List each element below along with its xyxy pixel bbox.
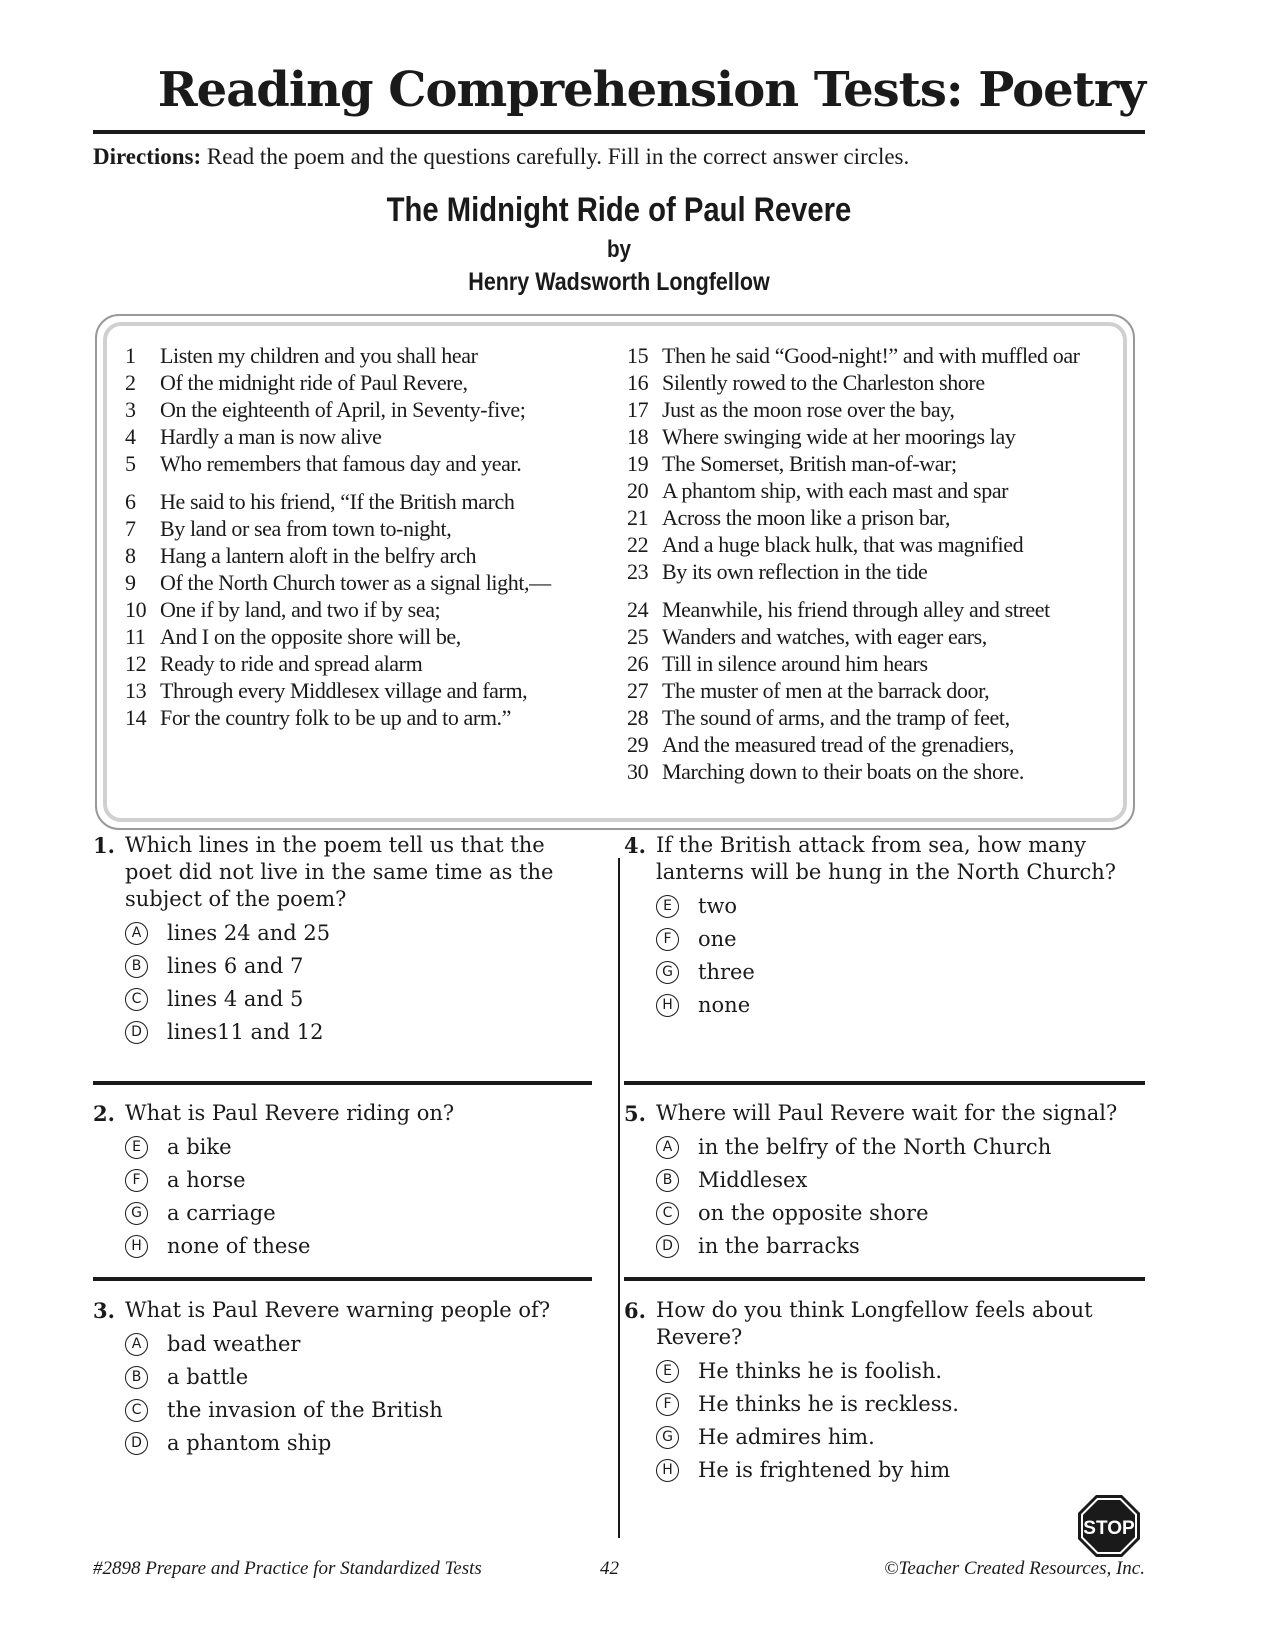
question-2 <box>93 1100 583 1263</box>
answer-option[interactable] <box>125 1361 583 1394</box>
answer-text: on the opposite shore <box>698 1201 929 1225</box>
poem-line <box>627 423 1117 450</box>
poem-line-number: 23 <box>627 559 649 584</box>
answer-bubble[interactable]: F <box>656 1393 679 1416</box>
answer-options <box>624 890 1124 1022</box>
answer-bubble[interactable]: H <box>656 994 679 1017</box>
answer-bubble[interactable]: G <box>125 1202 148 1225</box>
poem-line <box>627 623 1117 650</box>
poem-line-number: 18 <box>627 424 649 449</box>
poem-line-number: 19 <box>627 451 649 476</box>
poem-author: Henry Wadsworth Longfellow <box>468 268 770 296</box>
answer-text: in the belfry of the North Church <box>698 1135 1052 1159</box>
poem-line-number: 15 <box>627 343 649 368</box>
answer-text: Middlesex <box>698 1168 808 1192</box>
answer-text: lines11 and 12 <box>167 1020 324 1044</box>
question-number: 6. <box>624 1298 646 1323</box>
poem-line-text: Across the moon like a prison bar, <box>662 505 950 530</box>
question-text: If the British attack from sea, how many lanterns will be hung in the North Church? <box>656 833 1117 884</box>
question-3 <box>93 1297 583 1460</box>
poem-line-number: 22 <box>627 532 649 557</box>
footer-copyright: ©Teacher Created Resources, Inc. <box>884 1558 1145 1579</box>
footer-book-title: #2898 Prepare and Practice for Standardized Tests <box>93 1558 482 1579</box>
answer-option[interactable] <box>125 917 583 950</box>
poem-line <box>125 569 595 596</box>
question-divider <box>624 1081 1145 1085</box>
poem-title: The Midnight Ride of Paul Revere <box>386 191 852 229</box>
directions-label: Directions: <box>93 144 202 169</box>
answer-option[interactable] <box>656 956 1124 989</box>
poem-line <box>627 758 1117 785</box>
answer-option[interactable] <box>656 1197 1124 1230</box>
answer-text: He thinks he is reckless. <box>698 1392 959 1416</box>
poem-line <box>627 342 1117 369</box>
question-number: 1. <box>93 833 115 858</box>
question-divider <box>93 1081 592 1085</box>
answer-text: a carriage <box>167 1201 276 1225</box>
answer-text: the invasion of the British <box>167 1398 443 1422</box>
answer-text: one <box>698 927 737 951</box>
answer-bubble[interactable]: D <box>125 1432 148 1455</box>
directions-text: Read the poem and the questions carefully. Fill in the correct answer circles. <box>201 144 910 169</box>
answer-text: He thinks he is foolish. <box>698 1359 943 1383</box>
poem-line-text: He said to his friend, “If the British march <box>160 489 515 514</box>
stop-sign-text: STOP <box>1083 1518 1135 1539</box>
poem-line-number: 27 <box>627 678 649 703</box>
question-text: What is Paul Revere riding on? <box>125 1101 455 1125</box>
answer-option[interactable] <box>656 1421 1124 1454</box>
answer-text: a phantom ship <box>167 1431 332 1455</box>
poem-line-text: And a huge black hulk, that was magnified <box>662 532 1024 557</box>
question-text: How do you think Longfellow feels about Revere? <box>656 1298 1093 1349</box>
poem-line-text: Till in silence around him hears <box>662 651 928 676</box>
poem-line-number: 12 <box>125 651 147 676</box>
poem-line <box>125 450 595 477</box>
answer-text: lines 4 and 5 <box>167 987 304 1011</box>
answer-text: three <box>698 960 755 984</box>
poem-line-text: Then he said “Good-night!” and with muffled oar <box>662 343 1080 368</box>
poem-line-text: Wanders and watches, with eager ears, <box>662 624 987 649</box>
question-prompt <box>624 1297 1124 1351</box>
answer-option[interactable] <box>656 1230 1124 1263</box>
answer-bubble[interactable]: E <box>656 1360 679 1383</box>
poem-column-right <box>627 342 1117 785</box>
answer-option[interactable] <box>656 923 1124 956</box>
poem-by: by <box>606 236 632 263</box>
question-text: What is Paul Revere warning people of? <box>125 1298 551 1322</box>
answer-bubble[interactable]: H <box>125 1235 148 1258</box>
poem-line-text: The sound of arms, and the tramp of feet, <box>662 705 1010 730</box>
poem-line <box>627 531 1117 558</box>
poem-line-number: 2 <box>125 370 136 395</box>
answer-options <box>93 1328 583 1460</box>
poem-line-number: 20 <box>627 478 649 503</box>
poem-line <box>627 731 1117 758</box>
answer-text: lines 6 and 7 <box>167 954 304 978</box>
answer-bubble[interactable]: G <box>656 1426 679 1449</box>
answer-bubble[interactable]: F <box>125 1169 148 1192</box>
answer-option[interactable] <box>656 1454 1124 1487</box>
poem-line-text: Hardly a man is now alive <box>160 424 382 449</box>
poem-line-text: On the eighteenth of April, in Seventy-five; <box>160 397 526 422</box>
poem-line-text: Marching down to their boats on the shore. <box>662 759 1025 784</box>
poem-line-text: The Somerset, British man-of-war; <box>662 451 957 476</box>
answer-bubble[interactable]: G <box>656 961 679 984</box>
answer-text: a battle <box>167 1365 249 1389</box>
poem-line-number: 4 <box>125 424 136 449</box>
question-divider <box>93 1277 592 1281</box>
poem-line-number: 7 <box>125 516 136 541</box>
poem-line <box>125 704 595 731</box>
answer-text: none of these <box>167 1234 311 1258</box>
poem-line <box>125 677 595 704</box>
poem-line-text: For the country folk to be up and to arm.” <box>160 705 512 730</box>
poem-line-number: 25 <box>627 624 649 649</box>
question-number: 2. <box>93 1101 115 1126</box>
answer-option[interactable] <box>125 1164 583 1197</box>
answer-bubble[interactable]: B <box>125 955 148 978</box>
poem-line <box>627 477 1117 504</box>
poem-line-text: By its own reflection in the tide <box>662 559 928 584</box>
poem-line-number: 29 <box>627 732 649 757</box>
poem-line-text: And the measured tread of the grenadiers, <box>662 732 1014 757</box>
question-text: Which lines in the poem tell us that the poet did not live in the same time as the subject of the poem? <box>125 833 554 911</box>
poem-line-number: 8 <box>125 543 136 568</box>
poem-line <box>125 542 595 569</box>
question-number: 5. <box>624 1101 646 1126</box>
poem-line <box>125 596 595 623</box>
column-divider <box>618 858 620 1538</box>
stop-sign-icon <box>1077 1494 1141 1558</box>
poem-line-text: And I on the opposite shore will be, <box>160 624 461 649</box>
answer-bubble[interactable]: E <box>125 1136 148 1159</box>
answer-option[interactable] <box>125 1394 583 1427</box>
poem-line-number: 28 <box>627 705 649 730</box>
answer-option[interactable] <box>125 1131 583 1164</box>
answer-text: lines 24 and 25 <box>167 921 331 945</box>
poem-line <box>627 369 1117 396</box>
answer-text: in the barracks <box>698 1234 860 1258</box>
poem-line-number: 26 <box>627 651 649 676</box>
answer-bubble[interactable]: B <box>656 1169 679 1192</box>
question-prompt <box>624 1100 1124 1127</box>
poem-line-number: 13 <box>125 678 147 703</box>
answer-bubble[interactable]: C <box>125 988 148 1011</box>
poem-line <box>627 677 1117 704</box>
answer-bubble[interactable]: H <box>656 1459 679 1482</box>
poem-line-number: 14 <box>125 705 147 730</box>
poem-line <box>125 650 595 677</box>
question-1 <box>93 832 583 1049</box>
poem-line-text: Where swinging wide at her moorings lay <box>662 424 1016 449</box>
question-prompt <box>93 832 583 913</box>
poem-box <box>95 314 1135 830</box>
answer-bubble[interactable]: A <box>125 922 148 945</box>
answer-bubble[interactable]: D <box>125 1021 148 1044</box>
poem-line-number: 10 <box>125 597 147 622</box>
poem-line-text: Meanwhile, his friend through alley and street <box>662 597 1050 622</box>
question-number: 4. <box>624 833 646 858</box>
poem-line <box>627 396 1117 423</box>
answer-option[interactable] <box>125 950 583 983</box>
question-5 <box>624 1100 1124 1263</box>
question-prompt <box>624 832 1124 886</box>
poem-line <box>125 369 595 396</box>
poem-line-text: Of the midnight ride of Paul Revere, <box>160 370 468 395</box>
poem-line <box>627 704 1117 731</box>
poem-line-number: 24 <box>627 597 649 622</box>
poem-line-number: 6 <box>125 489 136 514</box>
poem-line-text: A phantom ship, with each mast and spar <box>662 478 1009 503</box>
answer-bubble[interactable]: A <box>125 1333 148 1356</box>
poem-line-text: Of the North Church tower as a signal light,— <box>160 570 551 595</box>
question-prompt <box>93 1297 583 1324</box>
answer-text: He is frightened by him <box>698 1458 951 1482</box>
poem-line-text: By land or sea from town to-night, <box>160 516 452 541</box>
answer-bubble[interactable]: D <box>656 1235 679 1258</box>
poem-line-number: 30 <box>627 759 649 784</box>
poem-line-text: The muster of men at the barrack door, <box>662 678 990 703</box>
page-title: Reading Comprehension Tests: Poetry <box>157 62 1145 118</box>
poem-line-text: Through every Middlesex village and farm, <box>160 678 528 703</box>
poem-line <box>627 596 1117 623</box>
poem-line-text: Hang a lantern aloft in the belfry arch <box>160 543 477 568</box>
answer-option[interactable] <box>656 1164 1124 1197</box>
answer-option[interactable] <box>125 1328 583 1361</box>
question-prompt <box>93 1100 583 1127</box>
answer-option[interactable] <box>656 989 1124 1022</box>
answer-option[interactable] <box>125 1197 583 1230</box>
answer-bubble[interactable]: C <box>656 1202 679 1225</box>
answer-text: none <box>698 993 751 1017</box>
poem-column-left <box>125 342 595 731</box>
answer-text: a horse <box>167 1168 246 1192</box>
question-4 <box>624 832 1124 1022</box>
poem-line-number: 17 <box>627 397 649 422</box>
poem-line <box>125 623 595 650</box>
answer-options <box>93 917 583 1049</box>
poem-line-number: 3 <box>125 397 136 422</box>
title-rule <box>93 130 1145 134</box>
answer-text: a bike <box>167 1135 232 1159</box>
answer-option[interactable] <box>656 1131 1124 1164</box>
question-text: Where will Paul Revere wait for the signal? <box>656 1101 1118 1125</box>
answer-options <box>624 1131 1124 1263</box>
poem-line <box>627 650 1117 677</box>
answer-options <box>624 1355 1124 1487</box>
answer-option[interactable] <box>656 890 1124 923</box>
poem-line <box>125 423 595 450</box>
question-divider <box>624 1277 1145 1281</box>
directions <box>93 144 909 170</box>
poem-line <box>627 504 1117 531</box>
poem-line-number: 16 <box>627 370 649 395</box>
poem-line-text: One if by land, and two if by sea; <box>160 597 441 622</box>
answer-bubble[interactable]: F <box>656 928 679 951</box>
answer-options <box>93 1131 583 1263</box>
answer-option[interactable] <box>125 1230 583 1263</box>
poem-line-text: Who remembers that famous day and year. <box>160 451 522 476</box>
poem-line-text: Listen my children and you shall hear <box>160 343 478 368</box>
poem-line-number: 5 <box>125 451 136 476</box>
answer-text: He admires him. <box>698 1425 875 1449</box>
answer-bubble[interactable]: E <box>656 895 679 918</box>
poem-line <box>125 515 595 542</box>
poem-line <box>627 450 1117 477</box>
answer-option[interactable] <box>656 1355 1124 1388</box>
answer-bubble[interactable]: A <box>656 1136 679 1159</box>
poem-line-number: 1 <box>125 343 136 368</box>
poem-line-text: Ready to ride and spread alarm <box>160 651 423 676</box>
poem-line-number: 9 <box>125 570 136 595</box>
answer-bubble[interactable]: B <box>125 1366 148 1389</box>
poem-line <box>125 488 595 515</box>
poem-line-text: Silently rowed to the Charleston shore <box>662 370 985 395</box>
poem-line <box>125 396 595 423</box>
question-number: 3. <box>93 1298 115 1323</box>
answer-option[interactable] <box>125 983 583 1016</box>
poem-line <box>627 558 1117 585</box>
poem-line <box>125 342 595 369</box>
question-6 <box>624 1297 1124 1487</box>
answer-text: two <box>698 894 738 918</box>
answer-option[interactable] <box>125 1427 583 1460</box>
answer-text: bad weather <box>167 1332 301 1356</box>
answer-bubble[interactable]: C <box>125 1399 148 1422</box>
poem-line-number: 21 <box>627 505 649 530</box>
footer-page-number: 42 <box>600 1558 619 1579</box>
poem-line-text: Just as the moon rose over the bay, <box>662 397 955 422</box>
answer-option[interactable] <box>656 1388 1124 1421</box>
poem-line-number: 11 <box>125 624 146 649</box>
answer-option[interactable] <box>125 1016 583 1049</box>
